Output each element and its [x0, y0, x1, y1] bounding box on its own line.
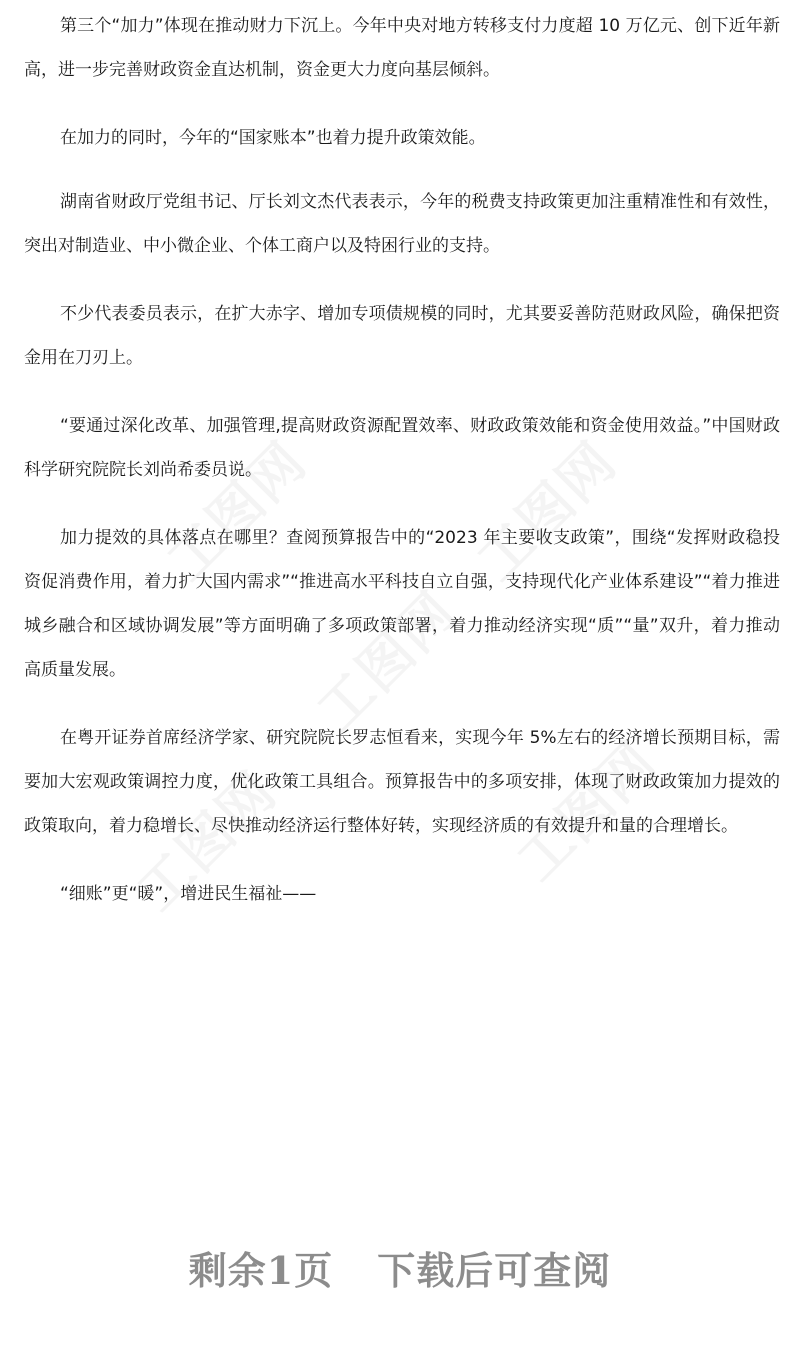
paragraph: 加力提效的具体落点在哪里？查阅预算报告中的“2023 年主要收支政策”，围绕“发挥财政稳投资促消费作用，着力扩大国内需求”“推进高水平科技自立自强，支持现代化产业体系建设”“着力推进城乡融合和区域协调发展”等方面明确了多项政策部署，着力推动经济实现“质”“量”双升，着力推动高质量发展。	[24, 528, 780, 680]
download-to-view-label: 下载后可查阅	[377, 1248, 612, 1293]
paragraph: “要通过深化改革、加强管理,提高财政资源配置效率、财政政策效能和资金使用效益。”中国财政科学研究院院长刘尚希委员说。	[24, 416, 780, 480]
paragraph: 在加力的同时，今年的“国家账本”也着力提升政策效能。	[60, 128, 486, 148]
paragraph: 在粤开证券首席经济学家、研究院院长罗志恒看来，实现今年 5%左右的经济增长预期目标，需要加大宏观政策调控力度，优化政策工具组合。预算报告中的多项安排，体现了财政政策加力提效的政策取向，着力稳增长、尽快推动经济运行整体好转，实现经济质的有效提升和量的合理增长。	[24, 728, 780, 836]
section-heading: “细账”更“暖”，增进民生福祉——	[60, 884, 317, 904]
article-body	[24, 4, 780, 940]
paragraph: 第三个“加力”体现在推动财力下沉上。今年中央对地方转移支付力度超 10 万亿元、创下近年新高，进一步完善财政资金直达机制，资金更大力度向基层倾斜。	[24, 16, 780, 80]
download-banner[interactable]	[0, 1240, 800, 1295]
paragraph: 湖南省财政厅党组书记、厅长刘文杰代表表示，今年的税费支持政策更加注重精准性和有效性，突出对制造业、中小微企业、个体工商户以及特困行业的支持。	[24, 192, 780, 256]
remaining-pages-label: 剩余1页	[188, 1248, 334, 1293]
paragraph: 不少代表委员表示，在扩大赤字、增加专项债规模的同时，尤其要妥善防范财政风险，确保把资金用在刀刃上。	[24, 304, 780, 368]
